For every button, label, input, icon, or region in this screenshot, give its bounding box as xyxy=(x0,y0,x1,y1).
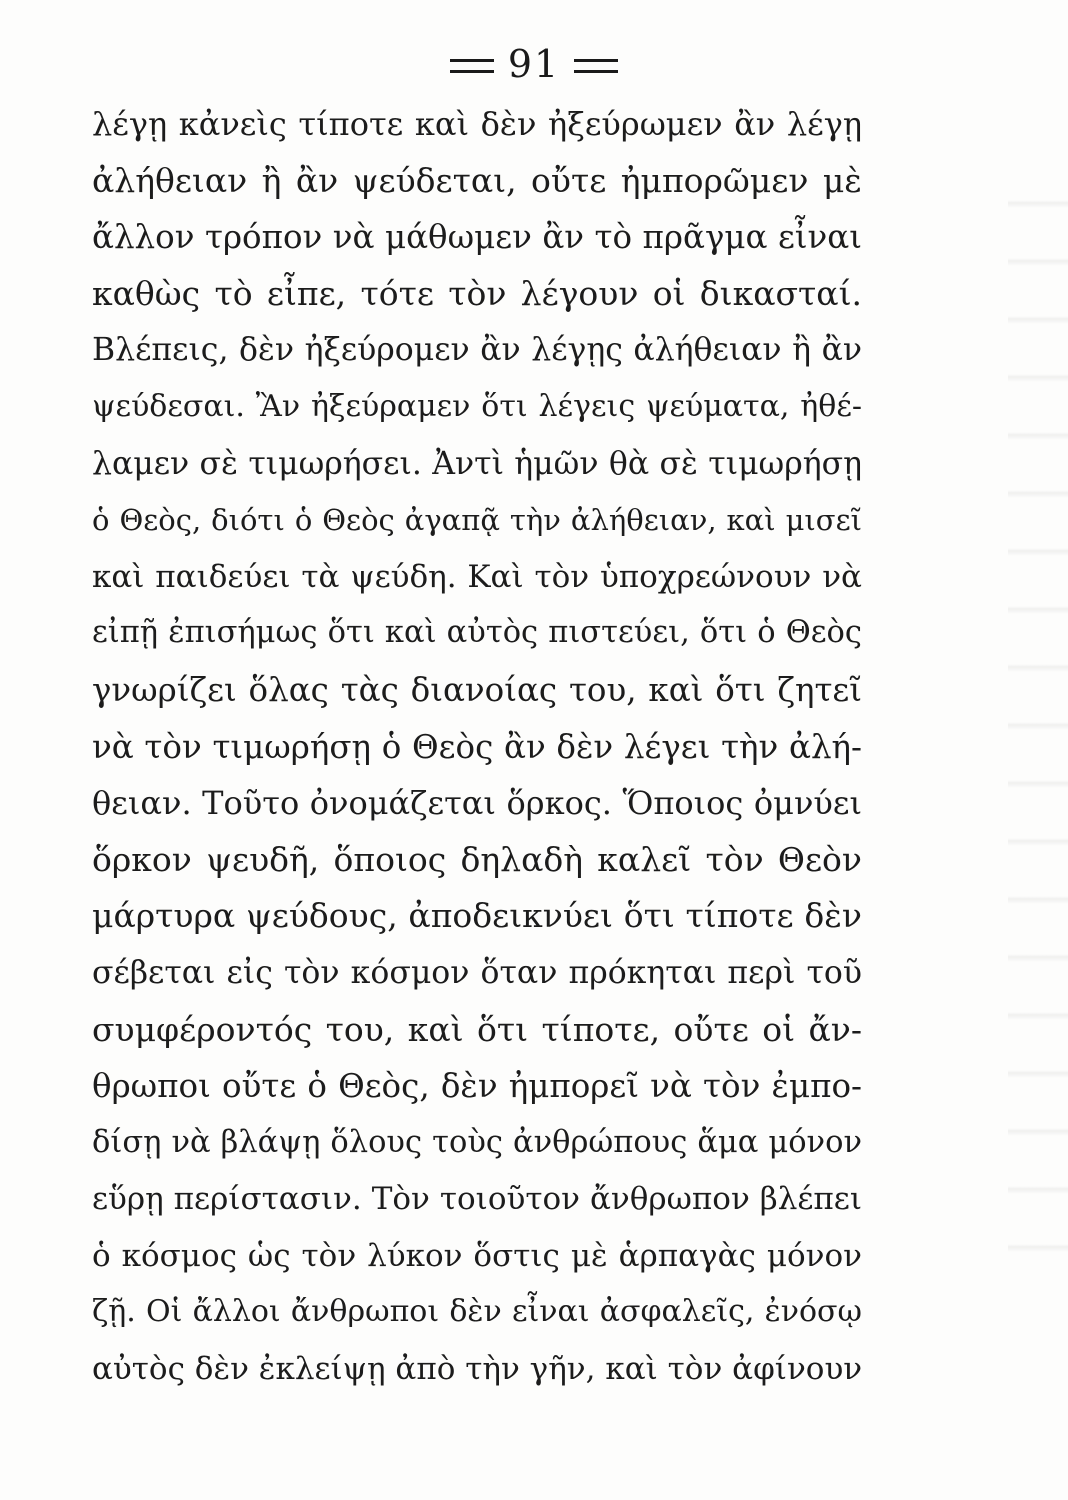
text-line: εἰπῇ ἐπισήμως ὅτι καὶ αὐτὸς πιστεύει, ὅτι ὁ Θεὸς xyxy=(92,615,862,651)
text-line: ἄλλον τρόπον νὰ μάθωμεν ἂν τὸ πρᾶγμα εἶναι xyxy=(92,218,862,257)
bleed-through-shadow xyxy=(1008,150,1068,1300)
text-line: μάρτυρα ψεύδους, ἀποδεικνύει ὅτι τίποτε δὲν xyxy=(92,896,862,936)
text-line: ὁ Θεὸς, διότι ὁ Θεὸς ἀγαπᾷ τὴν ἀλήθειαν, καὶ μισεῖ xyxy=(92,503,862,538)
text-line: ἀλήθειαν ἢ ἂν ψεύδεται, οὔτε ἠμπορῶμεν μὲ xyxy=(92,160,862,200)
text-line: λαμεν σὲ τιμωρήσει. Ἀντὶ ἡμῶν θὰ σὲ τιμωρήσῃ xyxy=(92,445,862,482)
text-line: ὁ κόσμος ὡς τὸν λύκον ὅστις μὲ ἁρπαγὰς μόνον xyxy=(92,1237,862,1274)
text-line: Βλέπεις, δὲν ἠξεύρομεν ἂν λέγῃς ἀλήθειαν ἢ ἂν xyxy=(92,332,862,369)
text-line: θειαν. Τοῦτο ὀνομάζεται ὅρκος. Ὅποιος ὀμνύει xyxy=(92,784,862,823)
body-text xyxy=(92,96,862,1398)
text-line: συμφέροντός του, καὶ ὅτι τίποτε, οὔτε οἱ ἄν- xyxy=(92,1009,862,1049)
text-line: γνωρίζει ὅλας τὰς διανοίας του, καὶ ὅτι ζητεῖ xyxy=(92,670,862,709)
text-line: καὶ παιδεύει τὰ ψεύδη. Καὶ τὸν ὑποχρεώνουν νὰ xyxy=(92,558,862,595)
page-header xyxy=(0,42,1068,86)
text-line: ζῇ. Οἱ ἄλλοι ἄνθρωποι δὲν εἶναι ἀσφαλεῖς, ἐνόσῳ xyxy=(92,1294,862,1330)
header-rule-left xyxy=(450,59,494,73)
text-line: καθὼς τὸ εἶπε, τότε τὸν λέγουν οἱ δικασταί. xyxy=(92,273,862,313)
text-line: νὰ τὸν τιμωρήσῃ ὁ Θεὸς ἂν δὲν λέγει τὴν ἀλή- xyxy=(92,727,862,766)
text-line: θρωποι οὔτε ὁ Θεὸς, δὲν ἠμπορεῖ νὰ τὸν ἐμπο- xyxy=(92,1067,862,1106)
text-line: σέβεται εἰς τὸν κόσμον ὅταν πρόκηται περὶ τοῦ xyxy=(92,954,862,991)
text-line: λέγῃ κἀνεὶς τίποτε καὶ δὲν ἠξεύρωμεν ἂν λέγῃ xyxy=(92,105,862,143)
header-rule-right xyxy=(574,59,618,73)
text-line: δίσῃ νὰ βλάψῃ ὅλους τοὺς ἀνθρώπους ἅμα μόνον xyxy=(92,1124,862,1160)
text-line: ὅρκον ψευδῆ, ὅποιος δηλαδὴ καλεῖ τὸν Θεὸν xyxy=(92,839,862,879)
text-line: αὐτὸς δὲν ἐκλείψῃ ἀπὸ τὴν γῆν, καὶ τὸν ἀφίνουν xyxy=(92,1351,862,1388)
text-line: ψεύδεσαι. Ἂν ἠξεύραμεν ὅτι λέγεις ψεύματα, ἠθέ- xyxy=(92,388,862,424)
page-number: 91 xyxy=(507,42,561,86)
text-line: εὕρῃ περίστασιν. Τὸν τοιοῦτον ἄνθρωπον βλέπει xyxy=(92,1181,862,1218)
